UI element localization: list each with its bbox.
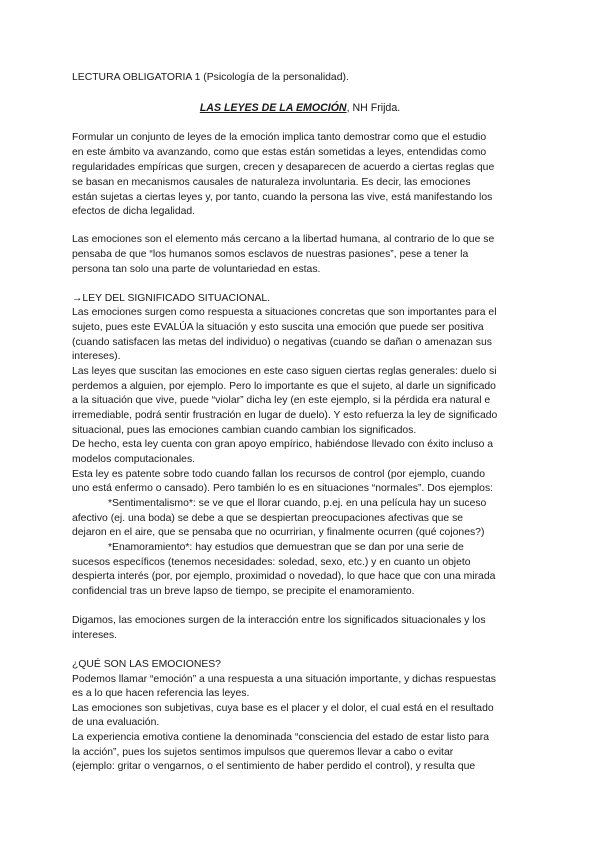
title-main: LAS LEYES DE LA EMOCIÓN: [199, 102, 347, 114]
section1-closing-line: intereses.: [72, 630, 118, 641]
section1-line: *Enamoramiento*: hay estudios que demuestran que se dan por una serie de: [108, 542, 464, 553]
intro-p2-line: Las emociones son el elemento más cercano a la libertad humana, al contrario de lo que se: [72, 234, 495, 245]
section1-line: situacional, pues las emociones cambian cuando cambian los significados.: [72, 425, 417, 436]
section2-line: es a lo que hacen referencia las leyes.: [72, 688, 250, 699]
intro-p1-line: en este ámbito va avanzando, como que estas están sometidas a leyes, entendidas como: [72, 147, 487, 158]
section1-line: Esta ley es patente sobre todo cuando fallan los recursos de control (por ejemplo, cuando: [72, 469, 485, 480]
intro-p1-line: efectos de dicha legalidad.: [72, 206, 196, 217]
section1-line: Las emociones surgen como respuesta a situaciones concretas que son importantes para el: [72, 307, 497, 318]
section1-line: a la situación que vive, puede “violar” dicha ley (en este ejemplo, si la pérdida era natural e: [72, 395, 491, 406]
section2-line: La experiencia emotiva contiene la denominada “consciencia del estado de estar listo para: [72, 732, 490, 743]
section2-line: (ejemplo: gritar o vengarnos, o el sentimiento de haber perdido el control), y resulta que: [72, 761, 476, 772]
section2-heading: ¿QUÉ SON LAS EMOCIONES?: [72, 659, 221, 670]
title-author: , NH Frijda.: [346, 102, 401, 114]
intro-p1-line: regularidades empíricas que surgen, crecen y desaparecen de acuerdo a ciertas reglas que: [72, 162, 495, 173]
section1-line: irremediable, podrá sentir frustración en lugar de duelo). Y esto refuerza la ley de significado: [72, 410, 498, 421]
section1-line: modelos computacionales.: [72, 454, 196, 465]
intro-p2-line: pensaba de que “los humanos somos esclavos de nuestras pasiones”, pese a tener la: [72, 249, 469, 260]
section1-line: despierta interés (por, por ejemplo, proximidad o novedad), lo que hace que con una mirada: [72, 571, 496, 582]
section1-line: perdemos a alguien, por ejemplo. Pero lo importante es que el sujeto, al darle un significado: [72, 381, 496, 392]
section1-line: uno está enfermo o cansado). Pero también lo es en situaciones “normales”. Dos ejemplos:: [72, 483, 494, 494]
section1-line: dejaron en el aire, que se pensaba que no ocurririan, y finalmente ocurren (qué cojones?): [72, 527, 485, 538]
section2-line: Podemos llamar “emoción” a una respuesta a una situación importante, y dichas respuestas: [72, 674, 496, 685]
intro-p1-line: están sujetas a ciertas leyes y, por tanto, cuando la persona las vive, está manifestando los: [72, 192, 493, 203]
section1-line: (cuando satisfacen las metas del individuo) o negativas (cuando se dañan o amenazan sus: [72, 337, 492, 348]
section1-line: afectivo (ej. una boda) se debe a que se despiertan preocupaciones afectivas que se: [72, 513, 464, 524]
section1-heading: →LEY DEL SIGNIFICADO SITUACIONAL.: [72, 293, 271, 304]
course-header: LECTURA OBLIGATORIA 1 (Psicología de la personalidad).: [72, 72, 349, 83]
intro-p2-line: persona tan solo una parte de voluntariedad en estas.: [72, 264, 321, 275]
section2-line: la acción”, pues los sujetos sentimos impulsos que queremos llevar a cabo o evitar: [72, 747, 454, 758]
section1-line: sucesos específicos (tenemos necesidades: soledad, sexo, etc.) y en cuanto un objeto: [72, 557, 471, 568]
section1-line: Las leyes que suscitan las emociones en este caso siguen ciertas reglas generales: duelo si: [72, 366, 497, 377]
section1-line: *Sentimentalismo*: se ve que el llorar cuando, p.ej. en una película hay un suceso: [108, 498, 487, 509]
document-title: [0, 101, 600, 115]
section2-line: Las emociones son subjetivas, cuya base es el placer y el dolor, el cual está en el resultado: [72, 703, 494, 714]
intro-p1-line: se basan en mecanismos causales de naturaleza involuntaria. Es decir, las emociones: [72, 177, 471, 188]
section2-line: de una evaluación.: [72, 717, 160, 728]
section1-line: sujeto, pues este EVALÚA la situación y esto suscita una emoción que puede ser positiva: [72, 322, 484, 333]
intro-p1-line: Formular un conjunto de leyes de la emoción implica tanto demostrar como que el estudio: [72, 132, 487, 143]
section1-line: intereses).: [72, 351, 121, 362]
section1-line: confidencial tras un breve lapso de tiempo, se precipite el enamoramiento.: [72, 586, 415, 597]
section1-closing-line: Digamos, las emociones surgen de la interacción entre los significados situacionales y los: [72, 615, 486, 626]
section1-line: De hecho, esta ley cuenta con gran apoyo empírico, habiéndose llevado con éxito incluso a: [72, 439, 494, 450]
